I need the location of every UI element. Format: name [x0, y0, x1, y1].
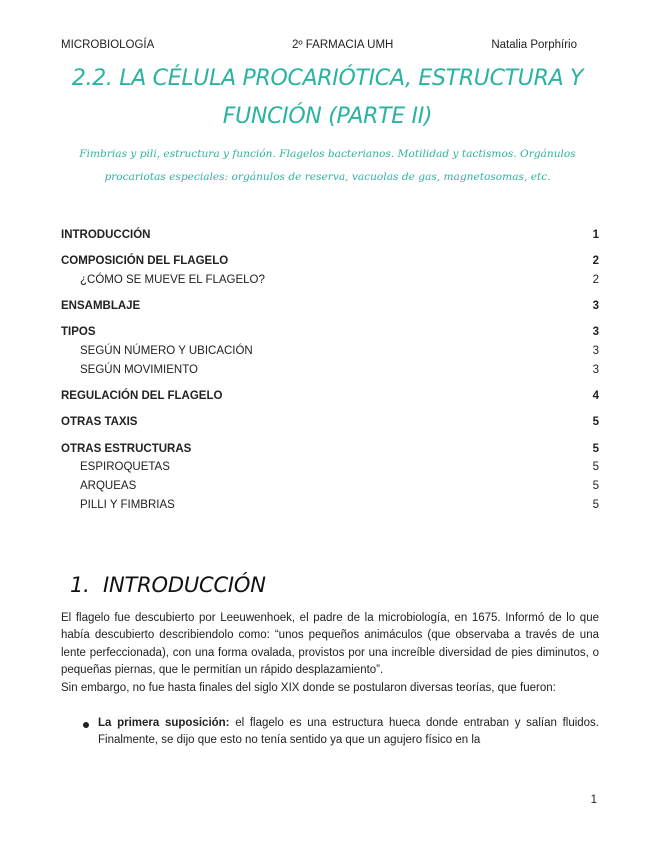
- header-author: Natalia Porphírio: [491, 39, 577, 51]
- toc-entry[interactable]: [61, 300, 599, 316]
- toc-subentry[interactable]: [61, 345, 599, 361]
- toc-entry[interactable]: [61, 326, 599, 342]
- toc-entry-page: 3: [592, 364, 599, 376]
- toc-entry-page: 3: [592, 326, 599, 338]
- toc-entry-label: ENSAMBLAJE: [61, 300, 141, 312]
- document-title-line-2: FUNCIÓN (PARTE II): [222, 104, 433, 129]
- toc-subentry[interactable]: [61, 274, 599, 290]
- toc-subentry[interactable]: [61, 480, 599, 496]
- toc-entry-page: 5: [592, 443, 599, 455]
- document-subtitle-line-1: Fimbrias y pili, estructura y función. Flagelos bacterianos. Motilidad y tactismos. Orgánulos: [79, 148, 576, 160]
- toc-entry-label: SEGÚN NÚMERO Y UBICACIÓN: [80, 345, 253, 357]
- toc-entry-label: ¿CÓMO SE MUEVE EL FLAGELO?: [80, 274, 265, 286]
- bullet-icon: [83, 722, 89, 728]
- toc-subentry[interactable]: [61, 461, 599, 477]
- toc-entry-page: 5: [592, 480, 599, 492]
- header-course: 2º FARMACIA UMH: [292, 39, 394, 51]
- toc-entry-label: INTRODUCCIÓN: [61, 229, 151, 241]
- page-number: 1: [590, 794, 597, 806]
- toc-entry-label: OTRAS ESTRUCTURAS: [61, 443, 192, 455]
- toc-entry-label: ARQUEAS: [80, 480, 137, 492]
- toc-entry-label: REGULACIÓN DEL FLAGELO: [61, 390, 223, 402]
- toc-entry[interactable]: [61, 229, 599, 245]
- header-subject: MICROBIOLOGÍA: [61, 39, 155, 51]
- toc-entry-page: 5: [592, 461, 599, 473]
- toc-subentry[interactable]: [61, 364, 599, 380]
- toc-entry-label: PILLI Y FIMBRIAS: [80, 499, 175, 511]
- toc-entry-label: COMPOSICIÓN DEL FLAGELO: [61, 255, 229, 267]
- section-number: 1.: [70, 573, 90, 597]
- toc-entry-page: 3: [592, 300, 599, 312]
- section-title: INTRODUCCIÓN: [103, 573, 266, 597]
- toc-entry[interactable]: [61, 255, 599, 271]
- toc-entry-page: 5: [592, 499, 599, 511]
- section-heading-introduccion: [70, 573, 266, 597]
- toc-entry[interactable]: [61, 416, 599, 432]
- toc-entry-page: 2: [592, 255, 599, 267]
- list-item: [80, 715, 599, 750]
- toc-entry-label: ESPIROQUETAS: [80, 461, 170, 473]
- toc-entry-label: TIPOS: [61, 326, 96, 338]
- toc-entry-label: OTRAS TAXIS: [61, 416, 138, 428]
- intro-paragraph-1: El flagelo fue descubierto por Leeuwenhoek, el padre de la microbiología, en 1675. Informó de lo que había descubierto describiendolo como: “unos pequeños animáculos (que observaba a través de una lente perfeccionada), con una forma ovalada, provistos por una increíble diversidad de pies diminutos, o pequeñas piernas, que le permitían un rápido desplazamiento”.: [61, 612, 599, 676]
- toc-subentry[interactable]: [61, 499, 599, 515]
- toc-entry-page: 5: [592, 416, 599, 428]
- toc-entry[interactable]: [61, 443, 599, 459]
- toc-entry-page: 2: [592, 274, 599, 286]
- bullet-lead: La primera suposición:: [98, 717, 230, 729]
- document-title-line-1: 2.2. LA CÉLULA PROCARIÓTICA, ESTRUCTURA Y: [71, 66, 584, 91]
- intro-paragraph-2: Sin embargo, no fue hasta finales del siglo XIX donde se postularon diversas teorías, que fueron:: [61, 682, 556, 694]
- toc-entry-page: 1: [592, 229, 599, 241]
- toc-entry-page: 4: [592, 390, 599, 402]
- toc-entry-label: SEGÚN MOVIMIENTO: [80, 364, 198, 376]
- toc-entry-page: 3: [592, 345, 599, 357]
- toc-entry[interactable]: [61, 390, 599, 406]
- bullet-text: el flagelo es una estructura hueca donde entraban y salían fluidos. Finalmente, se dijo que esto no tenía sentido ya que un agujero físico en la: [98, 717, 600, 747]
- document-subtitle-line-2: procariotas especiales: orgánulos de reserva, vacuolas de gas, magnetosomas, etc.: [104, 171, 551, 183]
